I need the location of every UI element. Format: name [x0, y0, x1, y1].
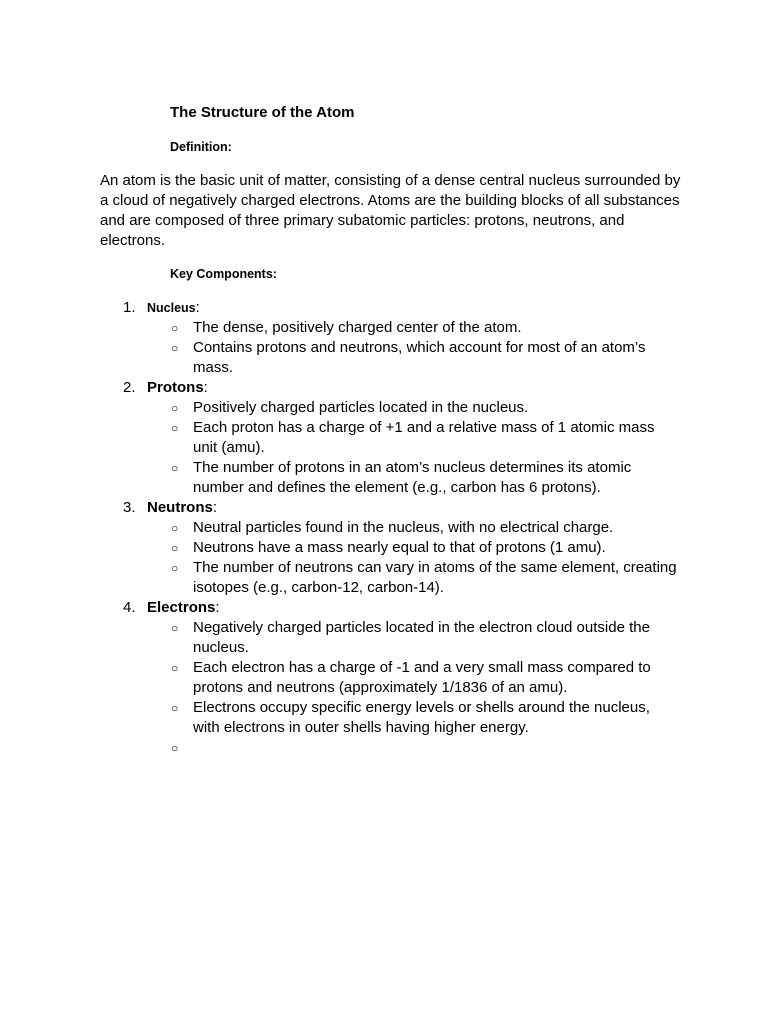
hollow-circle-bullet-icon: ○	[171, 521, 179, 535]
bullet-text: Negatively charged particles located in the electron cloud outside the nucleus.	[193, 619, 650, 656]
bullet-list	[100, 618, 720, 758]
component-number: 1.	[123, 299, 136, 316]
list-item	[100, 518, 678, 538]
list-item	[100, 458, 678, 498]
list-item	[100, 318, 678, 338]
component-header	[100, 298, 720, 318]
component-header	[100, 378, 720, 398]
list-item	[100, 558, 678, 598]
component-suffix: :	[195, 299, 200, 316]
list-item	[100, 738, 678, 758]
bullet-text: Each proton has a charge of +1 and a relative mass of 1 atomic mass unit (amu).	[193, 419, 655, 456]
bullet-text	[193, 738, 678, 758]
component-suffix: :	[203, 379, 208, 396]
hollow-circle-bullet-icon: ○	[171, 321, 179, 335]
key-components-heading: Key Components:	[170, 267, 277, 281]
hollow-circle-bullet-icon: ○	[171, 621, 179, 635]
list-item	[100, 418, 678, 458]
list-item	[100, 658, 678, 698]
component-header	[100, 498, 720, 518]
component-nucleus	[100, 298, 720, 378]
hollow-circle-bullet-icon: ○	[171, 741, 179, 755]
list-item	[100, 398, 678, 418]
hollow-circle-bullet-icon: ○	[171, 401, 179, 415]
component-name: Neutrons	[147, 499, 213, 516]
component-neutrons	[100, 498, 720, 598]
definition-heading: Definition:	[170, 140, 232, 154]
component-suffix: :	[212, 499, 218, 516]
component-name: Nucleus	[147, 301, 196, 315]
hollow-circle-bullet-icon: ○	[171, 541, 179, 555]
list-item	[100, 338, 678, 378]
component-electrons	[100, 598, 720, 758]
component-name: Electrons	[147, 599, 216, 616]
definition-paragraph: An atom is the basic unit of matter, consisting of a dense central nucleus surrounded by a cloud of negatively charged electrons. Atoms are the building blocks of all substances and are composed of three primary subatomic particles: protons, neutrons, and electrons.	[100, 172, 681, 249]
component-header	[100, 598, 720, 618]
component-number: 2.	[123, 379, 136, 396]
component-title	[147, 298, 200, 318]
hollow-circle-bullet-icon: ○	[171, 421, 179, 435]
component-title	[147, 378, 208, 398]
bullet-text: The number of protons in an atom’s nucleus determines its atomic number and defines the element (e.g., carbon has 6 protons).	[193, 459, 632, 496]
component-number: 3.	[123, 499, 136, 516]
bullet-text: Neutrons have a mass nearly equal to that of protons (1 amu).	[193, 539, 606, 556]
list-item	[100, 538, 678, 558]
component-title	[147, 598, 220, 618]
component-title	[147, 498, 217, 518]
hollow-circle-bullet-icon: ○	[171, 341, 179, 355]
bullet-text: Positively charged particles located in the nucleus.	[193, 399, 529, 416]
bullet-text: The number of neutrons can vary in atoms of the same element, creating isotopes (e.g., carbon-12, carbon-14).	[193, 559, 677, 596]
bullet-list	[100, 398, 720, 498]
component-number: 4.	[123, 599, 136, 616]
bullet-text: Each electron has a charge of -1 and a very small mass compared to protons and neutrons (approximately 1/1836 of an amu).	[193, 659, 651, 696]
bullet-text: Contains protons and neutrons, which account for most of an atom’s mass.	[193, 339, 646, 376]
bullet-text: Neutral particles found in the nucleus, with no electrical charge.	[193, 519, 614, 536]
list-item	[100, 618, 678, 658]
component-protons	[100, 378, 720, 498]
hollow-circle-bullet-icon: ○	[171, 461, 179, 475]
bullet-list	[100, 318, 720, 378]
hollow-circle-bullet-icon: ○	[171, 661, 179, 675]
key-components-list	[100, 298, 720, 758]
hollow-circle-bullet-icon: ○	[171, 561, 179, 575]
bullet-text: The dense, positively charged center of the atom.	[193, 319, 522, 336]
component-suffix: :	[215, 599, 220, 616]
document-title: The Structure of the Atom	[170, 104, 355, 121]
component-name: Protons	[147, 379, 204, 396]
bullet-text: Electrons occupy specific energy levels or shells around the nucleus, with electrons in outer shells having higher energy.	[193, 699, 650, 736]
list-item	[100, 698, 678, 738]
bullet-list	[100, 518, 720, 598]
hollow-circle-bullet-icon: ○	[171, 701, 179, 715]
